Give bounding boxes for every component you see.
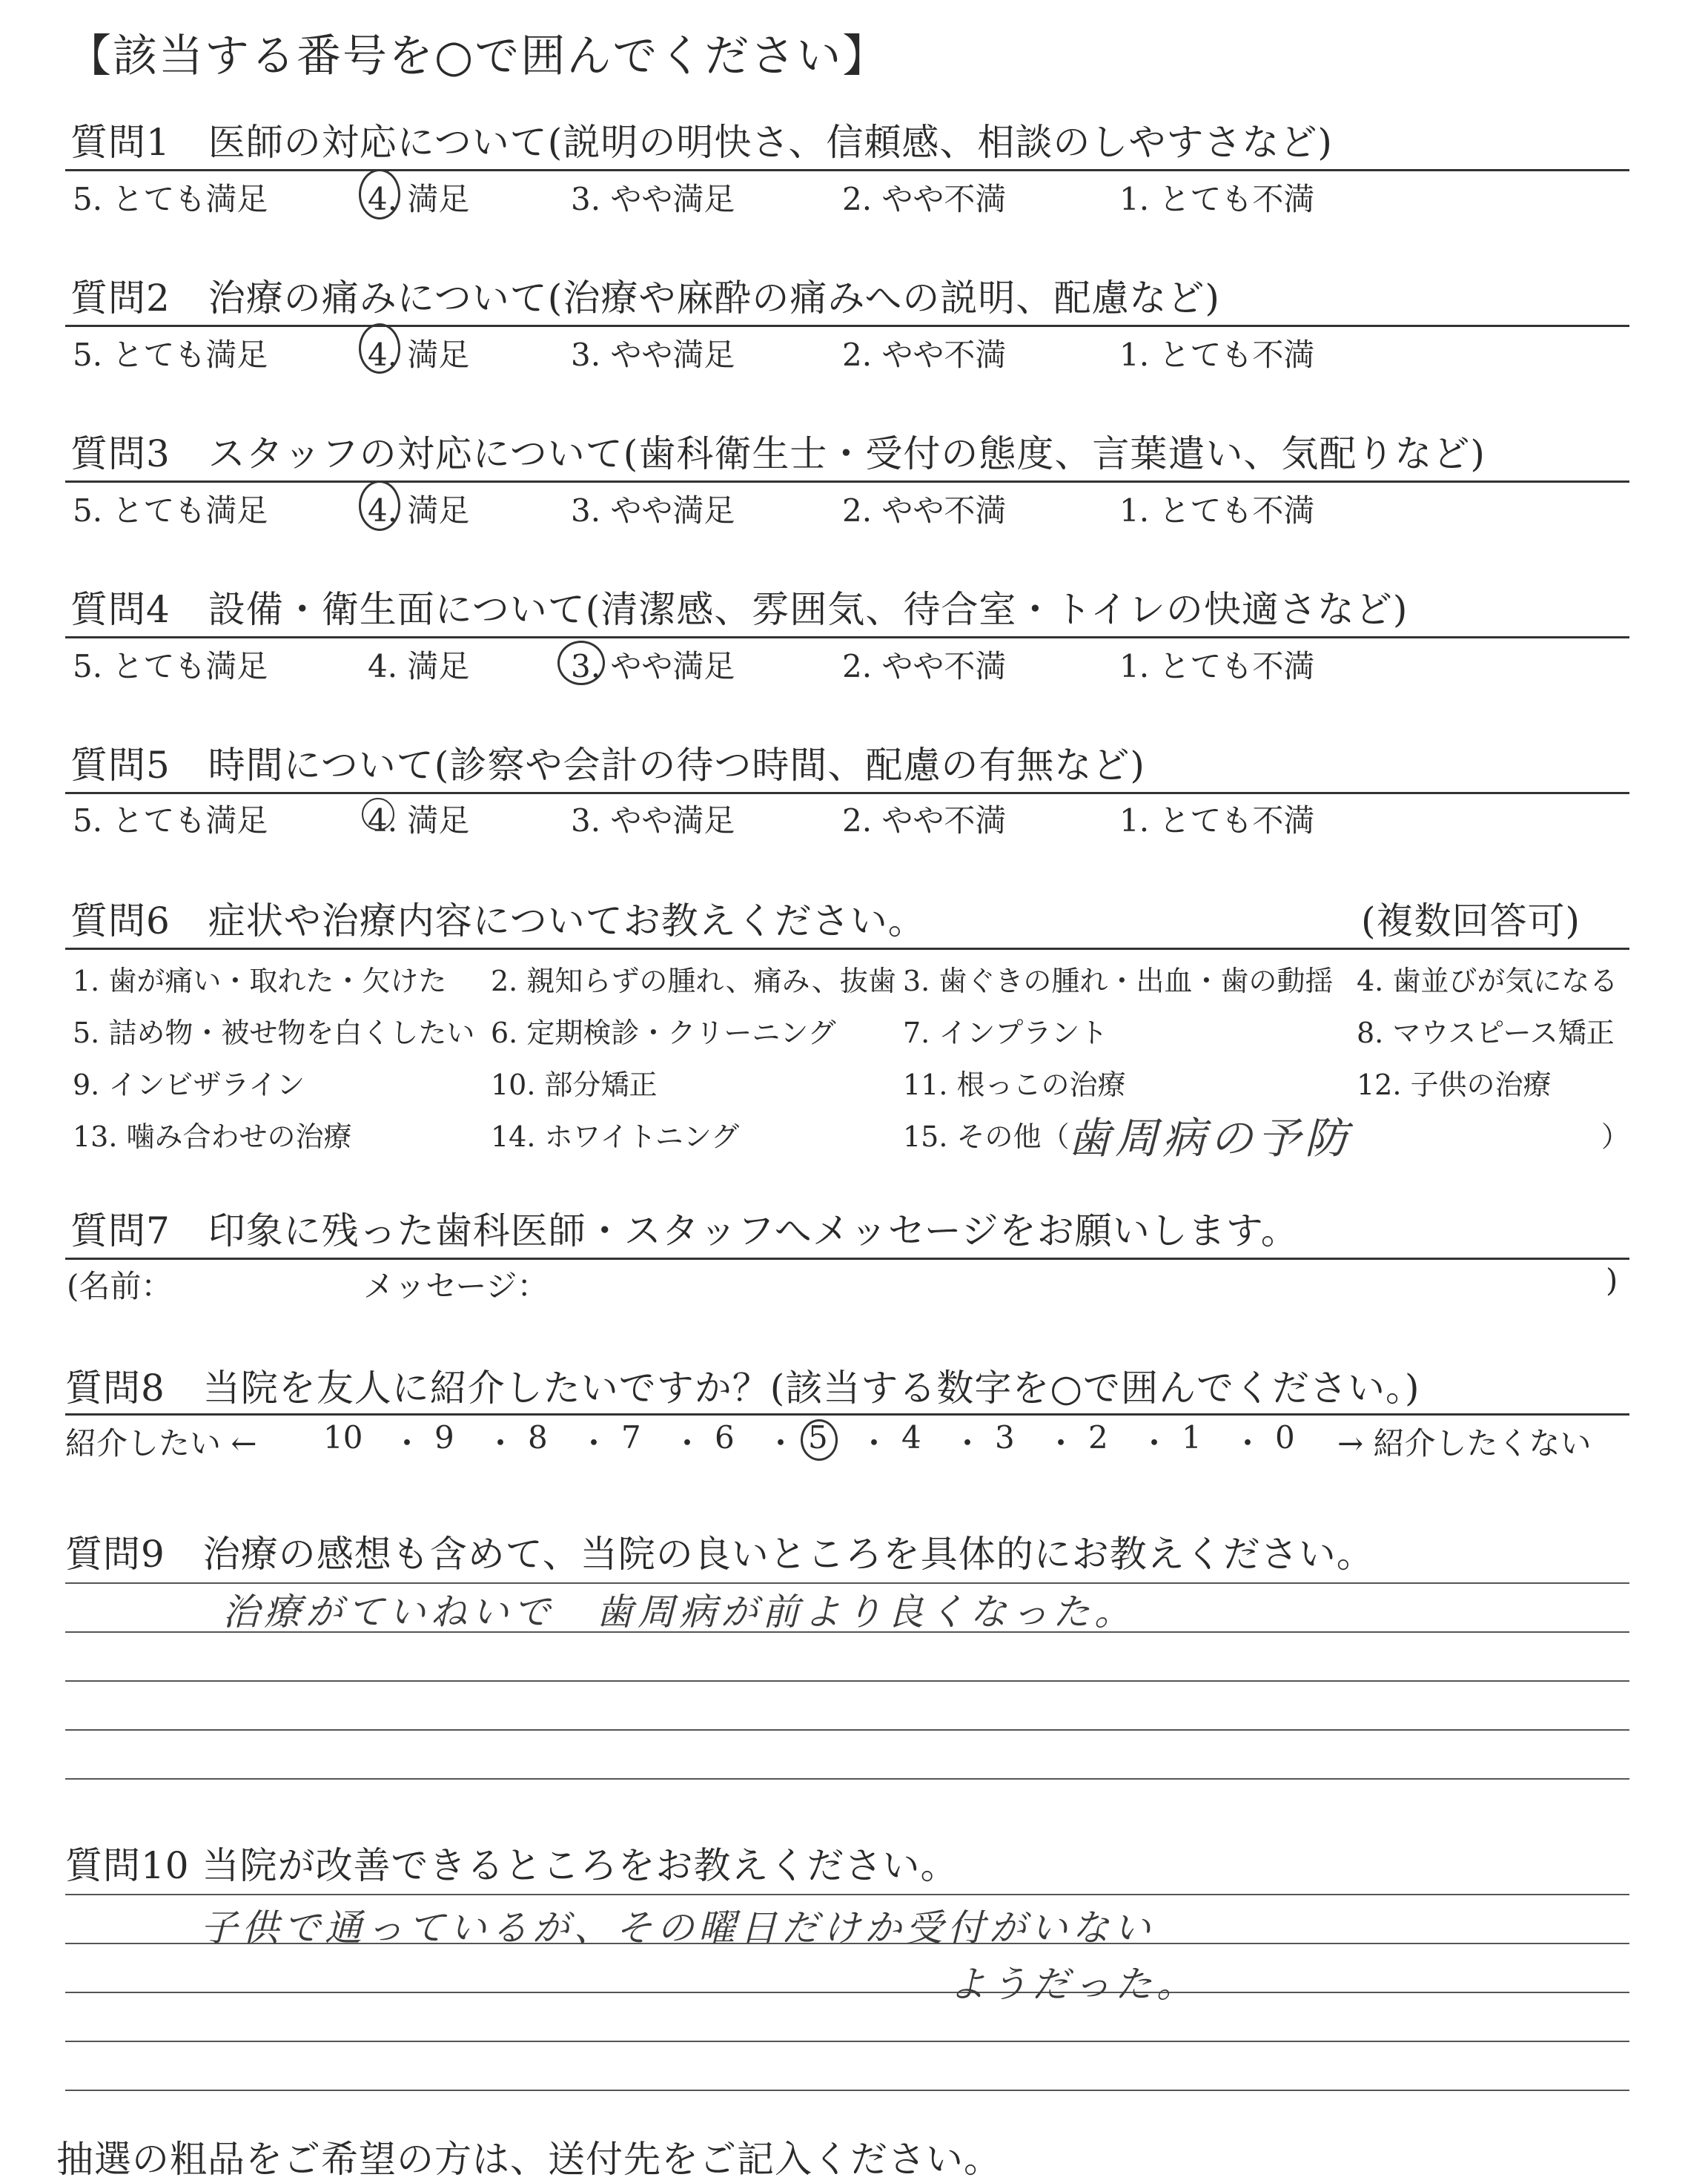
q6-option-3[interactable]: 3. 歯ぐきの腫れ・出血・歯の動揺: [903, 965, 1334, 997]
q8-heading: 質問8 当院を友人に紹介したいですか？(該当する数字を○で囲んでください。): [65, 1367, 1420, 1410]
q6-option-1[interactable]: 1. 歯が痛い・取れた・欠けた: [73, 965, 447, 997]
q5-option-3[interactable]: 3. やや満足: [571, 802, 735, 839]
q6-other-close: ）: [1601, 1120, 1630, 1153]
q3-option-1[interactable]: 1. とても不満: [1119, 492, 1315, 529]
q2-option-2[interactable]: 2. やや不満: [842, 337, 1007, 373]
q3-selection-circle: [359, 480, 400, 531]
q8-value-10[interactable]: 10: [323, 1419, 363, 1456]
q6-option-6[interactable]: 6. 定期検診・クリーニング: [491, 1017, 836, 1049]
q2-option-1[interactable]: 1. とても不満: [1119, 337, 1315, 373]
footer-note: 抽選の粗品をご希望の方は、送付先をご記入ください。: [56, 2138, 1002, 2181]
q8-value-4[interactable]: 4: [901, 1419, 921, 1456]
q1-option-2[interactable]: 2. やや不満: [842, 181, 1007, 217]
q3-option-5[interactable]: 5. とても満足: [73, 492, 268, 529]
q5-heading: 質問5 時間について(診察や会計の待つ時間、配慮の有無など): [70, 744, 1145, 787]
q6-multi-note: (複数回答可): [1361, 899, 1581, 942]
q7-name-label: (名前：: [67, 1268, 173, 1304]
q2-heading: 質問2 治療の痛みについて(治療や麻酔の痛みへの説明、配慮など): [70, 277, 1220, 320]
q8-value-3[interactable]: 3: [995, 1419, 1015, 1456]
q3-heading: 質問3 スタッフの対応について(歯科衛生士・受付の態度、言葉遣い、気配りなど): [70, 432, 1486, 475]
q5-option-2[interactable]: 2. やや不満: [842, 802, 1007, 839]
q9-line: [65, 1729, 1629, 1731]
q8-selection-circle: [801, 1419, 838, 1461]
q5-rule: [65, 792, 1629, 794]
q1-option-1[interactable]: 1. とても不満: [1119, 181, 1315, 217]
q8-value-0[interactable]: 0: [1275, 1419, 1295, 1456]
q2-option-3[interactable]: 3. やや満足: [571, 337, 735, 373]
q1-option-4[interactable]: 4. 満足: [368, 181, 470, 217]
q8-separator: ・: [858, 1425, 890, 1462]
q7-rule: [65, 1258, 1629, 1260]
q6-option-7[interactable]: 7. インプラント: [903, 1017, 1108, 1049]
q4-option-1[interactable]: 1. とても不満: [1119, 648, 1315, 684]
q6-heading: 質問6 症状や治療内容についてお教えください。: [70, 899, 926, 942]
q10-line: [65, 1992, 1629, 1993]
q3-option-2[interactable]: 2. やや不満: [842, 492, 1007, 529]
q8-value-2[interactable]: 2: [1088, 1419, 1108, 1456]
q2-selection-circle: [359, 323, 400, 374]
q8-separator: ・: [765, 1425, 797, 1462]
q4-selection-circle: [557, 641, 605, 685]
q2-option-4[interactable]: 4. 満足: [368, 337, 470, 373]
q4-option-4[interactable]: 4. 満足: [368, 648, 470, 684]
q9-line: [65, 1680, 1629, 1682]
q10-line: [65, 2090, 1629, 2091]
q8-value-7[interactable]: 7: [621, 1419, 641, 1456]
q1-heading: 質問1 医師の対応について(説明の明快さ、信頼感、相談のしやすさなど): [70, 121, 1333, 164]
q4-option-2[interactable]: 2. やや不満: [842, 648, 1007, 684]
q6-option-13[interactable]: 13. 噛み合わせの治療: [73, 1120, 352, 1153]
q8-value-6[interactable]: 6: [715, 1419, 735, 1456]
q8-value-5[interactable]: 5: [808, 1419, 828, 1456]
q8-rule: [65, 1413, 1629, 1416]
q10-handwritten-answer-line2[interactable]: ようだった。: [949, 1963, 1198, 2006]
q6-option-5[interactable]: 5. 詰め物・被せ物を白くしたい: [73, 1017, 475, 1049]
q2-option-5[interactable]: 5. とても満足: [73, 337, 268, 373]
q10-handwritten-answer-line1[interactable]: 子供で通っているが、その曜日だけか受付がいない: [200, 1906, 1155, 1949]
q5-option-1[interactable]: 1. とても不満: [1119, 802, 1315, 839]
q3-option-3[interactable]: 3. やや満足: [571, 492, 735, 529]
q6-option-12[interactable]: 12. 子供の治療: [1357, 1069, 1552, 1101]
q7-message-label: メッセージ：: [363, 1268, 549, 1304]
q6-option-8[interactable]: 8. マウスピース矯正: [1357, 1017, 1615, 1049]
q8-value-8[interactable]: 8: [528, 1419, 548, 1456]
q6-option-9[interactable]: 9. インビザライン: [73, 1069, 305, 1101]
q1-option-5[interactable]: 5. とても満足: [73, 181, 268, 217]
q10-line: [65, 2041, 1629, 2042]
form-title: 【該当する番号を○で囲んでください】: [67, 30, 889, 82]
q8-value-9[interactable]: 9: [434, 1419, 454, 1456]
q5-selection-circle: [362, 798, 394, 830]
q6-option-15[interactable]: 15. その他（: [903, 1120, 1070, 1153]
q8-separator: ・: [485, 1425, 517, 1462]
q8-separator: ・: [1139, 1425, 1171, 1462]
q8-separator: ・: [1232, 1425, 1264, 1462]
q2-rule: [65, 325, 1629, 327]
q8-separator: ・: [672, 1425, 704, 1462]
q9-line: [65, 1778, 1629, 1780]
q6-option-2[interactable]: 2. 親知らずの腫れ、痛み、抜歯: [491, 965, 896, 997]
q8-separator: ・: [1045, 1425, 1077, 1462]
q6-other-handwritten[interactable]: 歯周病の予防: [1068, 1113, 1353, 1163]
q9-handwritten-answer[interactable]: 治療がていねいで 歯周病が前より良くなった。: [222, 1591, 1136, 1634]
q5-option-5[interactable]: 5. とても満足: [73, 802, 268, 839]
q1-option-3[interactable]: 3. やや満足: [571, 181, 735, 217]
q8-separator: ・: [952, 1425, 984, 1462]
q6-option-11[interactable]: 11. 根っこの治療: [903, 1069, 1126, 1101]
q1-rule: [65, 169, 1629, 171]
q6-option-4[interactable]: 4. 歯並びが気になる: [1357, 965, 1618, 997]
q3-option-4[interactable]: 4. 満足: [368, 492, 470, 529]
q9-heading: 質問9 治療の感想も含めて、当院の良いところを具体的にお教えください。: [65, 1533, 1374, 1576]
q10-line: [65, 1894, 1629, 1895]
q7-close: ): [1606, 1262, 1618, 1298]
q7-heading: 質問7 印象に残った歯科医師・スタッフへメッセージをお願いします。: [70, 1209, 1299, 1252]
q4-heading: 質問4 設備・衛生面について(清潔感、雰囲気、待合室・トイレの快適さなど): [70, 588, 1409, 631]
q5-option-4[interactable]: 4. 満足: [368, 802, 470, 839]
q4-option-3[interactable]: 3. やや満足: [571, 648, 735, 684]
q6-option-14[interactable]: 14. ホワイトニング: [491, 1120, 740, 1153]
q6-rule: [65, 948, 1629, 950]
q1-selection-circle: [359, 169, 400, 219]
q6-option-10[interactable]: 10. 部分矯正: [491, 1069, 658, 1101]
q8-right-label: → 紹介したくない: [1337, 1425, 1592, 1462]
q4-rule: [65, 636, 1629, 638]
q8-separator: ・: [578, 1425, 610, 1462]
q8-separator: ・: [391, 1425, 423, 1462]
q4-option-5[interactable]: 5. とても満足: [73, 648, 268, 684]
q8-left-label: 紹介したい ←: [65, 1425, 257, 1462]
q8-value-1[interactable]: 1: [1182, 1419, 1202, 1456]
q10-heading: 質問10 当院が改善できるところをお教えください。: [65, 1844, 959, 1887]
q3-rule: [65, 480, 1629, 483]
